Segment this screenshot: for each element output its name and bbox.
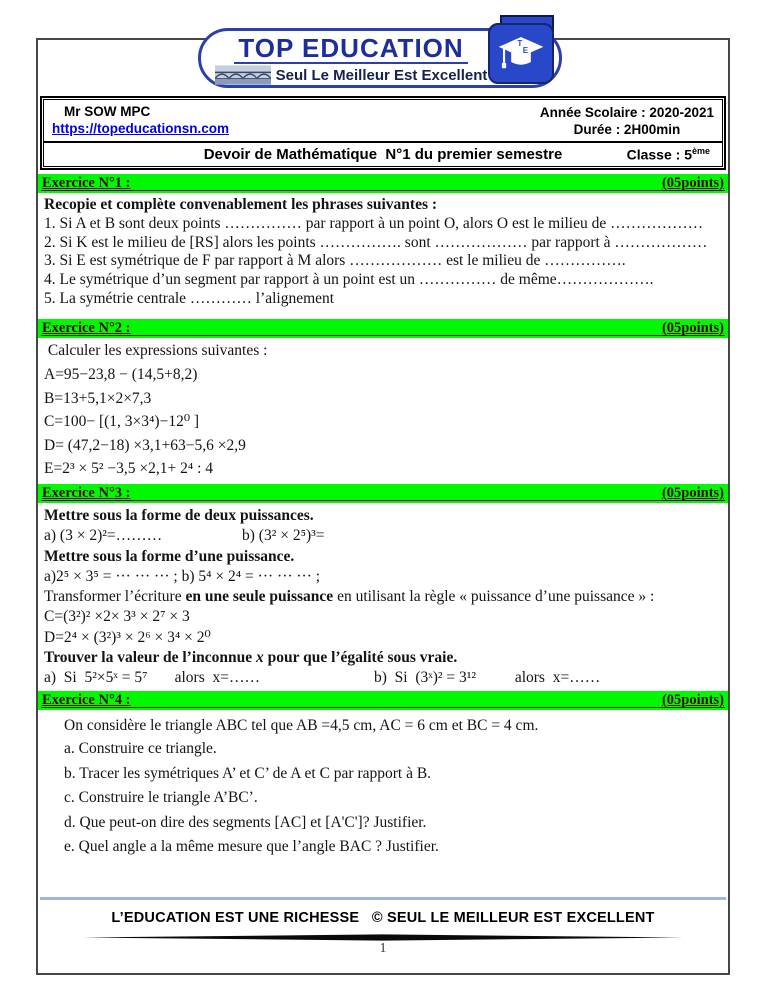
- exercise3-body: [38, 503, 728, 688]
- header-left-cell: [52, 104, 229, 138]
- exercise4-item-e: e. Quel angle a la même mesure que l’angle BAC ? Justifier.: [64, 838, 439, 856]
- exercise1-body: [38, 193, 728, 309]
- exercise4-body: [38, 710, 728, 860]
- svg-text:T: T: [517, 38, 523, 48]
- header-row-identity: [44, 100, 722, 141]
- exercise3-line-2: a)2⁵ × 3⁵ = ··· ··· ··· ; b) 5⁴ × 2⁴ = ··· ··· ··· ;: [44, 567, 321, 585]
- exercise3-title: Exercice N°3 :: [42, 485, 131, 502]
- exercise3-heading-3: [44, 648, 722, 668]
- exercise3-heading-3-x: x: [256, 648, 264, 666]
- exercise4-intro: On considère le triangle ABC tel que AB =4,5 cm, AC = 6 cm et BC = 4 cm.: [64, 717, 539, 735]
- logo-subline: [215, 65, 488, 85]
- exercise3-heading-2: Mettre sous la forme d’une puissance.: [44, 547, 295, 565]
- exercise4-item-a: a. Construire ce triangle.: [64, 740, 217, 758]
- exercise2-points: (05points): [661, 319, 724, 336]
- exam-title: Devoir de Mathématique N°1 du premier semestre: [203, 146, 563, 163]
- bridge-icon: [215, 65, 271, 85]
- exercise1-line-1: 1. Si A et B sont deux points …………… par rapport à un point O, alors O est le milieu de ………………: [44, 214, 704, 232]
- header-info-table-inner: [43, 99, 723, 167]
- header-right-cell: [540, 104, 714, 138]
- footer-accent-line: [40, 897, 726, 900]
- exercise2-expression-d: D= (47,2−18) ×3,1+63−5,6 ×2,9: [44, 436, 246, 454]
- exercise2-title: Exercice N°2 :: [42, 319, 131, 336]
- exercise3-solve-b: b) Si (3ˣ)² = 3¹² alors x=……: [374, 668, 601, 686]
- exercise3-transform-bold: en une seule puissance: [185, 588, 334, 606]
- exercise3-transform-line: [44, 587, 722, 607]
- exercise3-expression-d: D=2⁴ × (3²)³ × 2⁶ × 3⁴ × 2⁰: [44, 628, 211, 646]
- header-info-table: [40, 96, 726, 170]
- page-border-frame: [36, 38, 730, 975]
- exercise3-line-b: b) (3² × 2⁵)³=: [242, 527, 325, 545]
- footer-motto: L’EDUCATION EST UNE RICHESSE © SEUL LE MEILLEUR EST EXCELLENT: [111, 910, 655, 926]
- teacher-name: Mr SOW MPC: [64, 104, 151, 119]
- exercise3-solve-line: [44, 668, 722, 688]
- exercise4-item-c: c. Construire le triangle A’BC’.: [64, 789, 258, 807]
- exercise1-line-2: 2. Si K est le milieu de [RS] alors les points ……………. sont ……………… par rapport à ………………: [44, 233, 708, 251]
- exercise3-points: (05points): [661, 485, 724, 502]
- exercise2-expression-a: A=95−23,8 − (14,5+8,2): [44, 366, 198, 384]
- exercise4-header-bar: [38, 691, 728, 710]
- school-year-label: Année Scolaire : 2020-2021: [539, 105, 714, 120]
- exercise3-heading-3-post: pour que l’égalité sous vraie.: [263, 648, 458, 666]
- exercise2-body: [38, 338, 728, 479]
- website-link[interactable]: https://topeducationsn.com: [52, 121, 229, 136]
- exercise3-transform-post: en utilisant la règle « puissance d’une puissance » :: [333, 588, 655, 606]
- exercise3-line-a: a) (3 × 2)²=………: [44, 527, 163, 545]
- header-row-title: [44, 141, 722, 166]
- exercise3-transform-pre: Transformer l’écriture: [44, 588, 186, 606]
- svg-text:E: E: [522, 45, 529, 55]
- exercise1-line-4: 4. Le symétrique d’un segment par rapport à un point est un …………… de même……………….: [44, 271, 654, 289]
- exercise2-expression-c: C=100− [(1, 3×3⁴)−12⁰ ]: [44, 413, 200, 431]
- exercise3-heading-3-pre: Trouver la valeur de l’inconnue: [44, 648, 256, 666]
- exercise1-line-5: 5. La symétrie centrale ………… l’alignement: [44, 289, 335, 307]
- exercise3-solve-a: a) Si 5²×5ˣ = 5⁷ alors x=……: [44, 668, 260, 686]
- exercise1-points: (05points): [661, 175, 724, 191]
- exercise2-intro: Calculer les expressions suivantes :: [44, 341, 268, 359]
- exercise2-header-bar: [38, 319, 728, 338]
- exercise1-title: Exercice N°1 :: [42, 175, 131, 191]
- exercise3-line-ab: [44, 526, 722, 546]
- logo-text-block: [215, 35, 487, 85]
- exercise2-expression-b: B=13+5,1×2×7,3: [44, 389, 152, 407]
- page-footer: [38, 897, 728, 973]
- exercise1-line-3: 3. Si E est symétrique de F par rapport à M alors ……………… est le milieu de …………….: [44, 252, 626, 270]
- exercise4-item-d: d. Que peut-on dire des segments [AC] et [A'C']? Justifier.: [64, 813, 427, 831]
- logo-title: TOP EDUCATION: [234, 35, 467, 64]
- class-label-text: Classe : 5: [626, 146, 692, 163]
- exercise4-title: Exercice N°4 :: [42, 692, 131, 709]
- exercise2-expression-e: E=2³ × 5² −3,5 ×2,1+ 2⁴ : 4: [44, 460, 214, 478]
- class-label: [627, 146, 710, 163]
- graduation-cap-badge: [488, 23, 554, 84]
- exercise1-header-bar: [38, 174, 728, 193]
- exercise4-points: (05points): [661, 692, 724, 709]
- page-number: 1: [379, 940, 387, 955]
- exercise3-header-bar: [38, 484, 728, 503]
- class-label-superscript: ème: [691, 146, 710, 156]
- top-education-logo: [198, 28, 562, 88]
- duration-label: Durée : 2H00min: [573, 122, 681, 137]
- exercise4-item-b: b. Tracer les symétriques A’ et C’ de A et C par rapport à B.: [64, 764, 432, 782]
- logo-slogan: Seul Le Meilleur Est Excellent: [275, 66, 488, 84]
- graduation-cap-icon: [496, 32, 546, 76]
- exercise3-expression-c: C=(3²)² ×2× 3³ × 2⁷ × 3: [44, 608, 190, 626]
- exercise3-heading-1: Mettre sous la forme de deux puissances.: [44, 507, 314, 525]
- exercise1-intro: Recopie et complète convenablement les phrases suivantes :: [44, 196, 438, 213]
